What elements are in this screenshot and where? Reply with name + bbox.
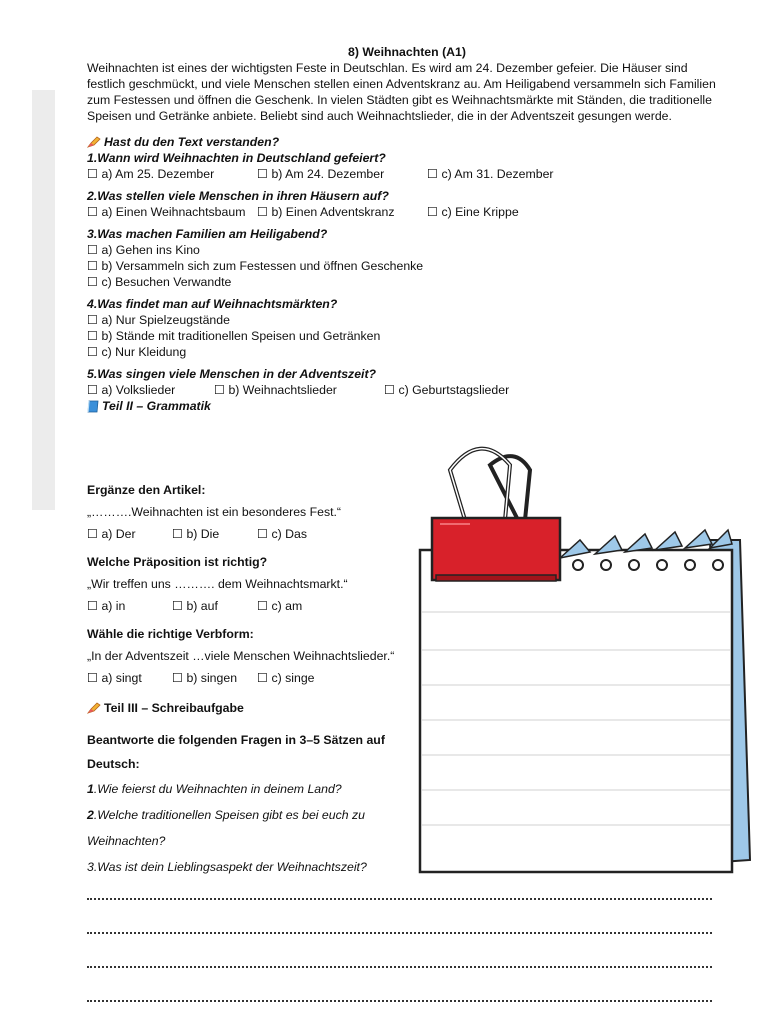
task2-sentence: „Wir treffen uns ………. dem Weihnachtsmarkt.“	[87, 577, 348, 591]
q3-option-c[interactable]: ☐ c) Besuchen Verwandte	[87, 275, 232, 289]
question-5: 5.Was singen viele Menschen in der Adventszeit? ☐ a) Volkslieder ☐ b) Weihnachtslieder ☐ c) Geburtstagslieder	[87, 367, 510, 397]
intro-text: Weihnachten ist eines der wichtigsten Feste in Deutschlan. Es wird am 24. Dezember gefeier. Die Häuser sind festlich geschmückt, und viele Menschen stellen einen Adventskranz au. Am Heiligabend versammeln sich Familien zum Festessen und öffnen die Geschenk. In vielen Städten gibt es Weihnachtsmärkte mit Ständen, die traditionelle Speisen und Getränke anbiete. Beliebt sind auch Weihnachtslieder, die in der Adventszeit gesungen werde.	[87, 61, 716, 123]
task3-option-c[interactable]: ☐ c) singe	[257, 671, 315, 685]
task1-title: Ergänze den Artikel:	[87, 483, 206, 497]
writing-instruction: Beantworte die folgenden Fragen in 3–5 Sätzen auf Deutsch:	[87, 733, 385, 771]
worksheet	[87, 44, 727, 414]
task2-option-b[interactable]: ☐ b) auf	[172, 599, 218, 613]
side-bar	[32, 90, 55, 510]
answer-line-4[interactable]	[87, 990, 712, 1002]
grammar-and-writing	[87, 480, 427, 880]
q3-option-b[interactable]: ☐ b) Versammeln sich zum Festessen und öffnen Geschenke	[87, 259, 424, 273]
writing-questions: 1.Wie feierst du Weihnachten in deinem Land? 2.Welche traditionellen Speisen gibt es bei euch zu Weihnachten? 3.Was ist dein Lieblingsaspekt der Weihnachtszeit?	[87, 782, 367, 874]
writing-question-1: .Wie feierst du Weihnachten in deinem Land?	[93, 782, 342, 796]
question-3: 3.Was machen Familien am Heiligabend? ☐ a) Gehen ins Kino ☐ b) Versammeln sich zum Festessen und öffnen Geschenke ☐ c) Besuchen Verwandte	[87, 226, 727, 290]
q5-option-b[interactable]: ☐ b) Weihnachtslieder	[214, 383, 337, 397]
question-2: 2.Was stellen viele Menschen in ihren Häusern auf? ☐ a) Einen Weihnachtsbaum ☐ b) Einen Adventskranz ☐ c) Eine Krippe	[87, 189, 519, 219]
q4-option-a[interactable]: ☐ a) Nur Spielzeugstände	[87, 313, 230, 327]
q5-option-a[interactable]: ☐ a) Volkslieder	[87, 383, 176, 397]
q3-option-a[interactable]: ☐ a) Gehen ins Kino	[87, 243, 200, 257]
question-4: 4.Was findet man auf Weihnachtsmärkten? ☐ a) Nur Spielzeugstände ☐ b) Stände mit traditionellen Speisen und Getränken ☐ c) Nur Kleidung	[87, 296, 727, 360]
q2-option-b[interactable]: ☐ b) Einen Adventskranz	[257, 205, 395, 219]
task3-option-b[interactable]: ☐ b) singen	[172, 671, 238, 685]
writing-question-2: .Welche traditionellen Speisen gibt es bei euch zu	[93, 808, 365, 822]
question-1: 1.Wann wird Weihnachten in Deutschland gefeiert? ☐ a) Am 25. Dezember ☐ b) Am 24. Dezember ☐ c) Am 31. Dezember	[87, 151, 554, 181]
pencil-icon	[87, 136, 101, 148]
task1-option-a[interactable]: ☐ a) Der	[87, 527, 136, 541]
answer-line-3[interactable]	[87, 956, 712, 968]
page-title: 8) Weihnachten (A1)	[348, 45, 466, 59]
q1-option-c[interactable]: ☐ c) Am 31. Dezember	[427, 167, 554, 181]
q2-option-a[interactable]: ☐ a) Einen Weihnachtsbaum	[87, 205, 246, 219]
answer-line-1[interactable]	[87, 888, 712, 900]
task1-sentence: „……….Weihnachten ist ein besonderes Fest.“	[87, 505, 342, 519]
q4-option-c[interactable]: ☐ c) Nur Kleidung	[87, 345, 187, 359]
answer-line-2[interactable]	[87, 922, 712, 934]
book-icon	[87, 400, 99, 413]
q1-option-a[interactable]: ☐ a) Am 25. Dezember	[87, 167, 215, 181]
q1-option-b[interactable]: ☐ b) Am 24. Dezember	[257, 167, 385, 181]
section3-heading: Teil III – Schreibaufgabe	[87, 700, 427, 716]
notepad-illustration	[410, 440, 760, 880]
task3-option-a[interactable]: ☐ a) singt	[87, 671, 142, 685]
task1-option-c[interactable]: ☐ c) Das	[257, 527, 307, 541]
section2-heading: Teil II – Grammatik	[87, 398, 727, 414]
task3-sentence: „In der Adventszeit …viele Menschen Weihnachtslieder.“	[87, 649, 395, 663]
q2-option-c[interactable]: ☐ c) Eine Krippe	[427, 205, 519, 219]
task1-option-b[interactable]: ☐ b) Die	[172, 527, 220, 541]
task2-option-c[interactable]: ☐ c) am	[257, 599, 303, 613]
q4-option-b[interactable]: ☐ b) Stände mit traditionellen Speisen und Getränken	[87, 329, 381, 343]
pencil-icon	[87, 702, 101, 714]
q5-option-c[interactable]: ☐ c) Geburtstagslieder	[384, 383, 510, 397]
task3-title: Wähle die richtige Verbform:	[87, 627, 254, 641]
task2-option-a[interactable]: ☐ a) in	[87, 599, 126, 613]
writing-question-3: .Was ist dein Lieblingsaspekt der Weihnachtszeit?	[93, 860, 367, 874]
task2-title: Welche Präposition ist richtig?	[87, 555, 268, 569]
section1-heading: Hast du den Text verstanden?	[87, 134, 727, 150]
